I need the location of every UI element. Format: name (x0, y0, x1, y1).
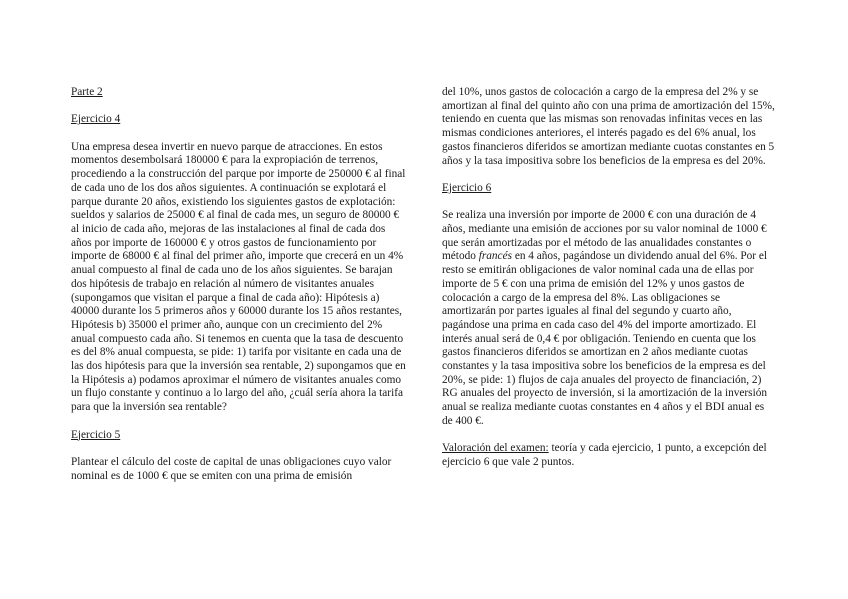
section-title: Parte 2 (71, 86, 103, 98)
exam-valuation (442, 442, 776, 469)
exercise-5-heading: Ejercicio 5 (71, 428, 121, 441)
exercise-6-heading: Ejercicio 6 (442, 181, 492, 194)
exercise-6-body (442, 209, 776, 428)
exercise-5-body-start: Plantear el cálculo del coste de capital de unas obligaciones cuyo valor nominal es de 1000 € que se emiten con una prima de emisión (71, 455, 392, 482)
exercise-4-body: Una empresa desea invertir en nuevo parque de atracciones. En estos momentos desembolsará 180000 € para la expropiación de terrenos, procediendo a la construcción del parque por importe de 250000 € al final de cada uno de los dos años siguientes. A continuación se explotará el parque durante 20 años, existiendo los siguientes gastos de explotación: sueldos y salarios de 25000 € al final de cada mes, un seguro de 80000 € al inicio de cada año, mejoras de las instalaciones al final de cada dos años por importe de 160000 € y otros gastos de funcionamiento por importe de 68000 € al final del primer año, importe que crecerá en un 4% anual compuesto al final de cada uno de los años siguientes. Se barajan dos hipótesis de trabajo en relación al número de visitantes anuales (supongamos que visitan el parque a final de cada año): Hipótesis a) 40000 durante los 5 primeros años y 60000 durante los 15 años restantes, Hipótesis b) 35000 el primer año, aunque con un crecimiento del 2% anual compuesto cada año. Si tenemos en cuenta que la tasa de descuento es del 8% anual compuesta, se pide: 1) tarifa por visitante en cada una de las dos hipótesis para que la inversión sea rentable, 2) supongamos que en la Hipótesis a) podamos aproximar el número de visitantes anuales como un flujo constante y continuo a lo largo del año, ¿cuál sería ahora la tarifa para que la inversión sea rentable? (71, 140, 406, 414)
exercise-6-body-part-a: Se realiza una inversión por importe de 2000 € con una duración de 4 años, mediante una emisión de acciones por su valor nominal de 1000 € que serán amortizadas por el método de las anualidades constantes o método (442, 209, 767, 263)
exercise-6-body-part-b: en 4 años, pagándose un dividendo anual del 6%. Por el resto se emitirán obligaciones de valor nominal cada una de ellas por importe de 5 € con una prima de emisión del 12% y unos gastos de colocación a cargo de la empresa del 8%. Las obligaciones se amortizarán por partes iguales al final del segundo y cuarto año, pagándose una prima en cada caso del 4% del importe amortizado. El interés anual será de 0,4 € por obligación. Teniendo en cuenta que los gastos financieros diferidos se amortizan en 2 años mediante cuotas constantes y la tasa impositiva sobre los beneficios de la empresa es del 20%, se pide: 1) flujos de caja anuales del proyecto de financiación, 2) RG anuales del proyecto de inversión, si la amortización de la inversión anual se realiza mediante cuotas constantes en 4 años y el BDI anual es de 400 €. (442, 250, 768, 427)
exercise-5-body-continued: del 10%, unos gastos de colocación a cargo de la empresa del 2% y se amortizan al final del quinto año con una prima de amortización del 15%, teniendo en cuenta que las mismas son renovadas infinitas veces en las mismas condiciones anteriores, el interés pagado es del 6% anual, los gastos financieros diferidos se amortizan mediante cuotas constantes en 5 años y la tasa impositiva sobre los beneficios de la empresa es del 20%. (442, 86, 775, 167)
left-column (71, 86, 407, 483)
exam-valuation-text: teoría y cada ejercicio, 1 punto, a excepción del ejercicio 6 que vale 2 puntos. (442, 442, 767, 468)
exercise-6-body-emphasis: francés (478, 250, 512, 263)
exam-valuation-label: Valoración del examen: (442, 442, 549, 455)
exercise-4-heading: Ejercicio 4 (71, 113, 121, 126)
right-column (442, 86, 776, 470)
